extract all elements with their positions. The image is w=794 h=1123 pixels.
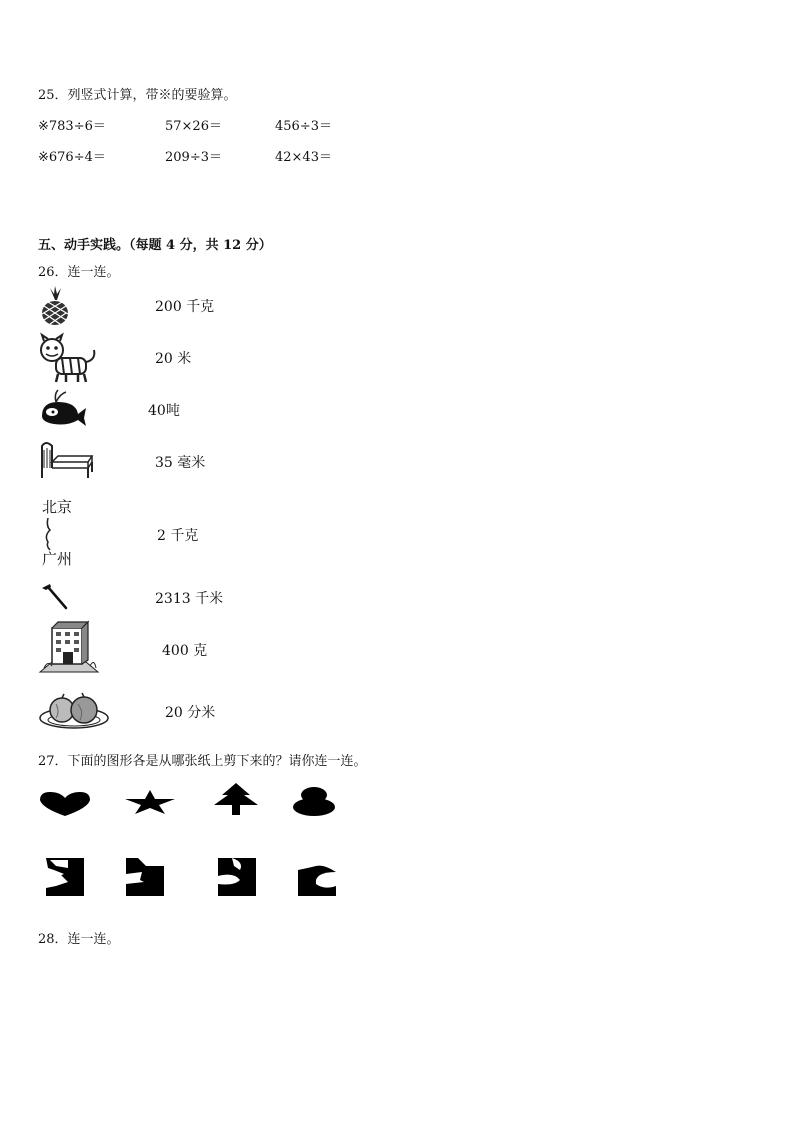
unit-20dm: 20 分米 bbox=[165, 705, 216, 721]
nail-icon bbox=[40, 582, 70, 610]
cut-paper-3 bbox=[218, 858, 256, 896]
cut-paper-2 bbox=[126, 858, 164, 896]
pineapple-icon bbox=[38, 286, 72, 326]
unit-40t: 40吨 bbox=[148, 403, 180, 419]
calc-2-2: 209÷3＝ bbox=[165, 150, 222, 165]
bed-icon bbox=[38, 438, 94, 482]
whale-icon bbox=[38, 388, 88, 428]
unit-2kg: 2 千克 bbox=[157, 528, 199, 544]
q27-title: 27．下面的图形各是从哪张纸上剪下来的？请你连一连。 bbox=[38, 754, 367, 769]
unit-2313km: 2313 千米 bbox=[155, 591, 224, 607]
unit-20m: 20 米 bbox=[155, 351, 192, 367]
tiger-icon bbox=[38, 334, 100, 384]
unit-400g: 400 克 bbox=[162, 643, 208, 659]
q28-title: 28．连一连。 bbox=[38, 932, 120, 947]
route-line-icon bbox=[40, 516, 80, 552]
star-icon bbox=[125, 790, 175, 814]
q25-title: 25．列竖式计算，带※的要验算。 bbox=[38, 88, 237, 103]
q26-title: 26．连一连。 bbox=[38, 265, 120, 280]
unit-200kg: 200 千克 bbox=[155, 299, 215, 315]
cut-paper-1 bbox=[46, 858, 84, 896]
unit-35mm: 35 毫米 bbox=[155, 455, 206, 471]
cut-paper-4 bbox=[298, 858, 336, 896]
heart-icon bbox=[38, 790, 92, 816]
calc-2-1: ※676÷4＝ bbox=[38, 150, 106, 165]
calc-1-2: 57×26＝ bbox=[165, 119, 222, 134]
building-icon bbox=[38, 620, 100, 674]
calc-2-3: 42×43＝ bbox=[275, 150, 332, 165]
apples-plate-icon bbox=[38, 690, 110, 730]
section-five-heading: 五、动手实践。（每题 4 分，共 12 分） bbox=[38, 238, 272, 253]
calc-1-1: ※783÷6＝ bbox=[38, 119, 106, 134]
map-label-guangzhou: 广州 bbox=[42, 550, 73, 568]
map-label-beijing: 北京 bbox=[42, 498, 73, 516]
calc-1-3: 456÷3＝ bbox=[275, 119, 332, 134]
gourd-icon bbox=[292, 787, 336, 817]
tree-icon bbox=[208, 783, 264, 815]
